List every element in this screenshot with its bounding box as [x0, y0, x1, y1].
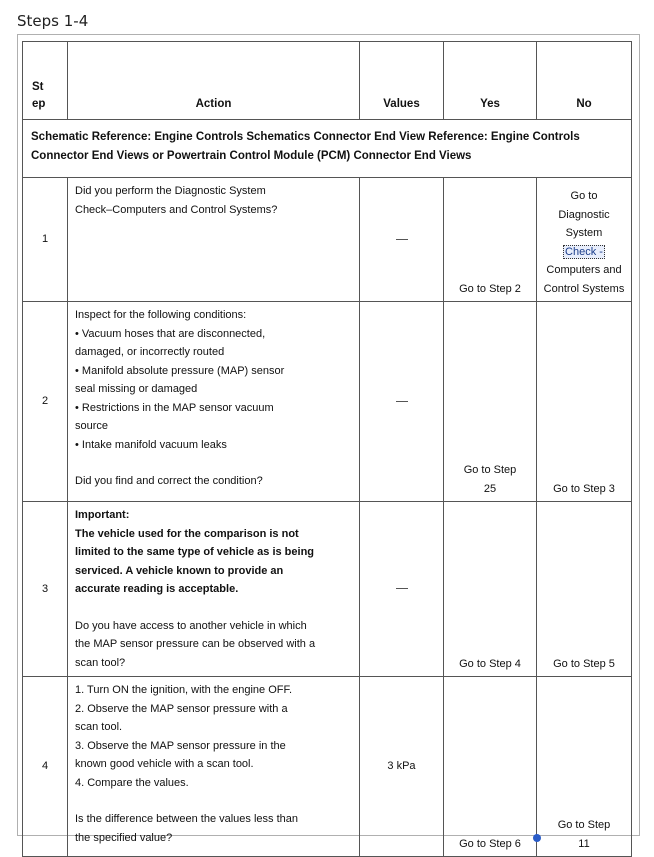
step-number: 1 [23, 178, 68, 302]
table-row [23, 302, 632, 502]
header-no: No [537, 42, 632, 120]
yes-result: Go to Step 25 [444, 302, 537, 502]
step-action: 1. Turn ON the ignition, with the engine OFF. 2. Observe the MAP sensor pressure with a scan tool. 3. Observe the MAP sensor pressure in the known good vehicle with a scan tool. 4. Compare the values. Is the difference between the values less than the specified value? [68, 677, 360, 857]
step-values [360, 302, 444, 502]
yes-result: Go to Step 4 [444, 502, 537, 677]
table-row [23, 502, 632, 677]
step-number: 2 [23, 302, 68, 502]
header-step: St ep [23, 42, 68, 120]
step-action: Inspect for the following conditions: • Vacuum hoses that are disconnected, damaged, or incorrectly routed • Manifold absolute pressure (MAP) sensor seal missing or damaged • Restrictions in the MAP sensor vacuum source • Intake manifold vacuum leaks Did you find and correct the condition? [68, 302, 360, 502]
check-link[interactable]: Check - [565, 245, 603, 258]
important-note: Important: The vehicle used for the comparison is not limited to the same type of vehicle as is being serviced. A vehicle known to provide an accurate reading is acceptable. [75, 509, 315, 595]
diagnostic-table [22, 41, 632, 857]
step-values [360, 178, 444, 302]
yes-result: Go to Step 2 [444, 178, 537, 302]
table-row [23, 178, 632, 302]
step-values: 3 kPa [360, 677, 444, 857]
no-result: Go to Step 3 [537, 302, 632, 502]
step-values [360, 502, 444, 677]
reference-row [23, 120, 632, 178]
page-title: Steps 1-4 [17, 12, 89, 30]
schematic-reference: Schematic Reference: Engine Controls Schematics Connector End View Reference: Engine Controls Connector End Views or Powertrain Control Module (PCM) Connector End Views [23, 120, 632, 178]
step-action: Did you perform the Diagnostic System Check–Computers and Control Systems? [68, 178, 360, 302]
table-row [23, 677, 632, 857]
step-number: 3 [23, 502, 68, 677]
dash-mark [396, 588, 408, 589]
dash-mark [396, 239, 408, 240]
header-row [23, 42, 632, 120]
step-question: Is the difference between the values less than the specified value? [75, 813, 298, 844]
step-question: Did you find and correct the condition? [75, 475, 263, 487]
step-action: Important: The vehicle used for the comparison is not limited to the same type of vehicle as is being serviced. A vehicle known to provide an accurate reading is acceptable. Do you have access to another vehicle in which the MAP sensor pressure can be observed with a scan tool? [68, 502, 360, 677]
dash-mark [396, 401, 408, 402]
scroll-indicator-dot [533, 834, 541, 842]
header-action: Action [68, 42, 360, 120]
step-number: 4 [23, 677, 68, 857]
no-result: Go to Step 11 [537, 677, 632, 857]
yes-result: Go to Step 6 [444, 677, 537, 857]
no-result: Go to Step 5 [537, 502, 632, 677]
header-yes: Yes [444, 42, 537, 120]
no-result: Go to Diagnostic System Check - Computers and Control Systems [537, 178, 632, 302]
header-values: Values [360, 42, 444, 120]
